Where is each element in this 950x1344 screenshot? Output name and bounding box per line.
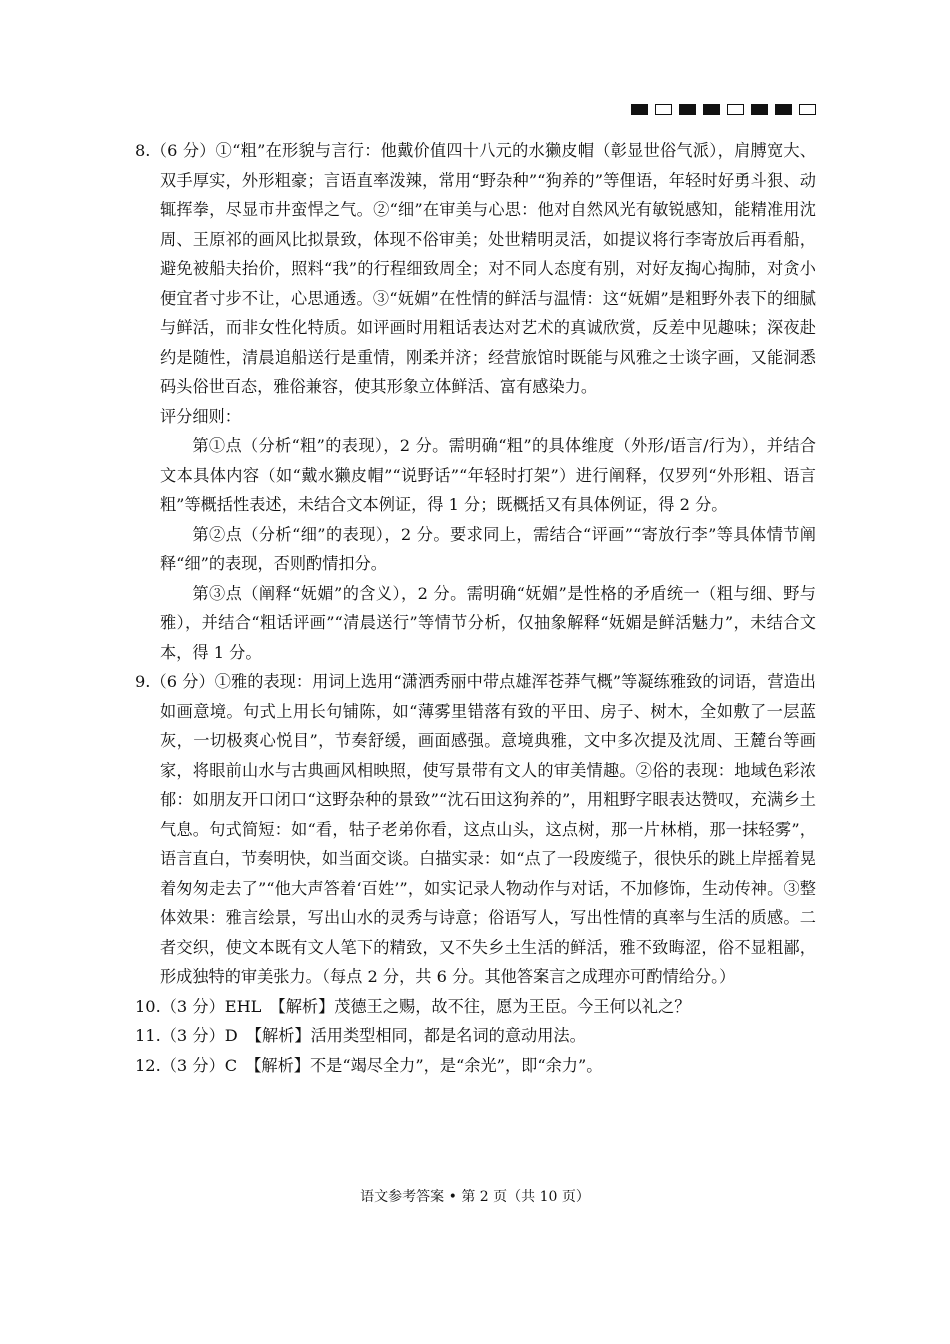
header-mark	[631, 104, 648, 115]
grading-title: 评分细则：	[160, 406, 241, 426]
header-mark	[679, 104, 696, 115]
answer-10: 10.（3 分）EHL 【解析】茂德王之赐，故不往，愿为王臣。今王何以礼之？	[135, 996, 691, 1016]
answer-9: 9.（6 分）①雅的表现：用词上选用“潇洒秀丽中带点雄浑苍莽气概”等凝练雅致的词语，营造出如画意境。句式上用长句铺陈，如“薄雾里错落有致的平田、房子、树木，全如敷了一层蓝灰，一切极爽心悦目”，节奏舒缓，画面感强。意境典雅，文中多次提及沈周、王麓台等画家，将眼前山水与古典画风相映照，使写景带有文人的审美情趣。②俗的表现：地域色彩浓郁：如朋友开口闭口“这野杂种的景致”“沈石田这狗养的”，用粗野字眼表达赞叹，充满乡土气息。句式简短：如“看，牯子老弟你看，这点山头，这点树，那一片林梢，那一抹轻雾”，语言直白，节奏明快，如当面交谈。白描实录：如“点了一段废缆子，很快乐的跳上岸摇着晃着匆匆走去了”“他大声答着‘百姓’”，如实记录人物动作与对话，不加修饰，生动传神。③整体效果：雅言绘景，写出山水的灵秀与诗意；俗语写人，写出性情的真率与生活的质感。二者交织，使文本既有文人笔下的精致，又不失乡土生活的鲜活，雅不致晦涩，俗不显粗鄙，形成独特的审美张力。（每点 2 分，共 6 分。其他答案言之成理亦可酌情给分。）	[135, 672, 816, 986]
answer-8: 8.（6 分）①“粗”在形貌与言行：他戴价值四十八元的水獭皮帽（彰显世俗气派），肩膊宽大、双手厚实，外形粗豪；言语直率泼辣，常用“野杂种”“狗养的”等俚语，年轻时好勇斗狠、动辄挥拳，尽显市井蛮悍之气。②“细”在审美与心思：他对自然风光有敏锐感知，能精准用沈周、王原祁的画风比拟景致，体现不俗审美；处世精明灵活，如提议将行李寄放后再看船，避免被船夫抬价，照料“我”的行程细致周全；对不同人态度有别，对好友掏心掏肺，对贪小便宜者寸步不让，心思通透。③“妩媚”在性情的鲜活与温情：这“妩媚”是粗野外表下的细腻与鲜活，而非女性化特质。如评画时用粗话表达对艺术的真诚欣赏，反差中见趣味；深夜赴约是随性，清晨追船送行是重情，刚柔并济；经营旅馆时既能与风雅之士谈字画，又能洞悉码头俗世百态，雅俗兼容，使其形象立体鲜活、富有感染力。	[135, 141, 816, 396]
header-mark	[703, 104, 720, 115]
answer-12: 12.（3 分）C 【解析】不是“竭尽全力”，是“余光”，即“余力”。	[135, 1055, 603, 1075]
header-mark	[799, 104, 816, 115]
header-mark	[727, 104, 744, 115]
header-mark	[655, 104, 672, 115]
grading-rule-1: 第①点（分析“粗”的表现），2 分。需明确“粗”的具体维度（外形/语言/行为），并结合文本具体内容（如“戴水獭皮帽”“说野话”“年轻时打架”）进行阐释，仅罗列“外形粗、语言粗”等概括性表述，未结合文本例证，得 1 分；既概括又有具体例证，得 2 分。	[160, 436, 816, 514]
header-mark	[751, 104, 768, 115]
page-footer: 语文参考答案 • 第 2 页（共 10 页）	[360, 1189, 590, 1205]
header-marks	[631, 104, 816, 115]
answer-11: 11.（3 分）D 【解析】活用类型相同，都是名词的意动用法。	[135, 1026, 586, 1045]
header-mark	[775, 104, 792, 115]
grading-rule-3: 第③点（阐释“妩媚”的含义），2 分。需明确“妩媚”是性格的矛盾统一（粗与细、野与雅），并结合“粗话评画”“清晨送行”等情节分析，仅抽象解释“妩媚是鲜活魅力”，未结合文本，得 1 分。	[160, 583, 816, 662]
answer-content	[135, 136, 816, 1080]
grading-rule-2: 第②点（分析“细”的表现），2 分。要求同上，需结合“评画”“寄放行李”等具体情节阐释“细”的表现，否则酌情扣分。	[160, 524, 816, 573]
